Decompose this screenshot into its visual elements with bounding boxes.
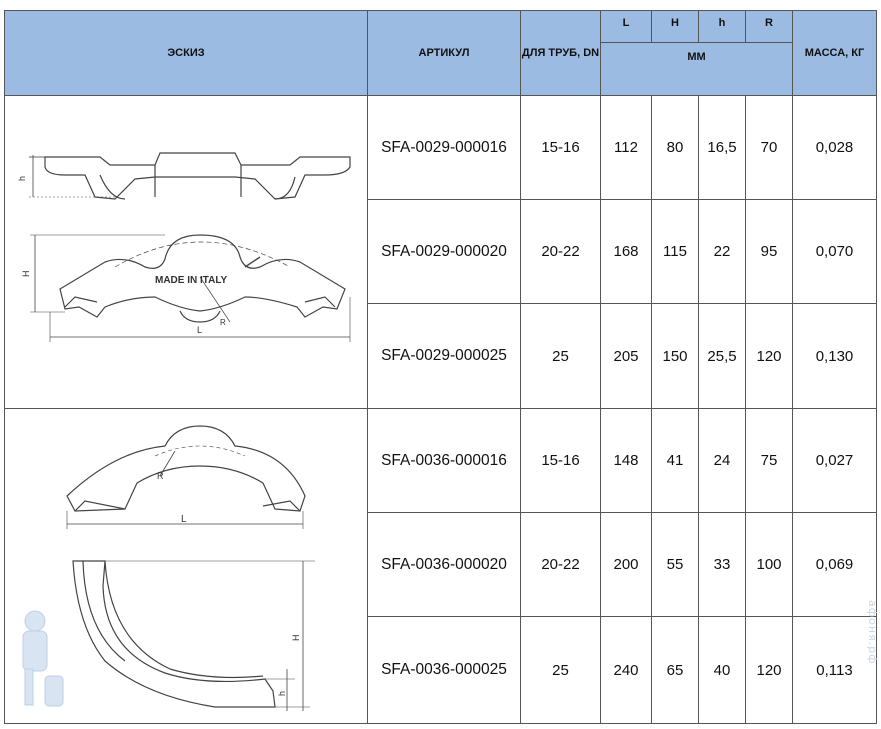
row6-L: 240 xyxy=(601,617,652,724)
row6-R: 120 xyxy=(746,617,793,724)
header-mass: МАССА, КГ xyxy=(793,11,877,96)
dim-L-label-2: L xyxy=(181,514,187,525)
row4-H: 41 xyxy=(652,409,699,513)
row4-mass: 0,027 xyxy=(793,409,877,513)
dim-H-label-2: H xyxy=(291,634,301,641)
clip-drawing-2 xyxy=(5,411,365,721)
row5-dn: 20-22 xyxy=(521,513,601,617)
row2-L: 168 xyxy=(601,200,652,304)
product-table xyxy=(4,10,877,724)
row5-mass: 0,069 xyxy=(793,513,877,617)
row2-dn: 20-22 xyxy=(521,200,601,304)
dim-L-label: L xyxy=(197,325,203,335)
row5-article: SFA-0036-000020 xyxy=(368,513,521,617)
row6-article: SFA-0036-000025 xyxy=(368,617,521,724)
plumber-mascot-icon xyxy=(23,611,63,706)
table-row xyxy=(5,96,877,200)
dim-R-label-2: R xyxy=(157,471,164,481)
clip-drawing-1 xyxy=(5,97,365,407)
sketch-group-1 xyxy=(5,96,368,409)
row3-mass: 0,130 xyxy=(793,304,877,409)
header-sketch: ЭСКИЗ xyxy=(5,11,368,96)
row3-h: 25,5 xyxy=(699,304,746,409)
made-in-italy-label: MADE IN ITALY xyxy=(155,275,228,286)
row1-dn: 15-16 xyxy=(521,96,601,200)
table-row xyxy=(5,409,877,513)
row3-dn: 25 xyxy=(521,304,601,409)
sketch-group-2 xyxy=(5,409,368,724)
dim-h-label: h xyxy=(17,175,27,181)
header-article: АРТИКУЛ xyxy=(368,11,521,96)
header-H: H xyxy=(652,11,699,43)
row2-R: 95 xyxy=(746,200,793,304)
row4-article: SFA-0036-000016 xyxy=(368,409,521,513)
header-for-pipes: ДЛЯ ТРУБ, DN xyxy=(521,11,601,96)
dim-R-label: R xyxy=(220,318,226,327)
row5-H: 55 xyxy=(652,513,699,617)
row3-R: 120 xyxy=(746,304,793,409)
row1-R: 70 xyxy=(746,96,793,200)
row1-mass: 0,028 xyxy=(793,96,877,200)
row4-L: 148 xyxy=(601,409,652,513)
row6-h: 40 xyxy=(699,617,746,724)
row3-article: SFA-0029-000025 xyxy=(368,304,521,409)
watermark: афоня.рф xyxy=(866,600,879,665)
header-L: L xyxy=(601,11,652,43)
row5-L: 200 xyxy=(601,513,652,617)
row1-h: 16,5 xyxy=(699,96,746,200)
row3-L: 205 xyxy=(601,304,652,409)
dim-h-label-2: h xyxy=(277,690,287,696)
row6-mass: 0,113 xyxy=(793,617,877,724)
row6-H: 65 xyxy=(652,617,699,724)
dim-H-label: H xyxy=(21,270,31,277)
row1-H: 80 xyxy=(652,96,699,200)
row2-H: 115 xyxy=(652,200,699,304)
row1-article: SFA-0029-000016 xyxy=(368,96,521,200)
row2-mass: 0,070 xyxy=(793,200,877,304)
header-R: R xyxy=(746,11,793,43)
row5-h: 33 xyxy=(699,513,746,617)
row5-R: 100 xyxy=(746,513,793,617)
header-h: h xyxy=(699,11,746,43)
row4-dn: 15-16 xyxy=(521,409,601,513)
row2-h: 22 xyxy=(699,200,746,304)
row3-H: 150 xyxy=(652,304,699,409)
row1-L: 112 xyxy=(601,96,652,200)
header-mm: ММ xyxy=(601,43,793,96)
row4-h: 24 xyxy=(699,409,746,513)
row4-R: 75 xyxy=(746,409,793,513)
row2-article: SFA-0029-000020 xyxy=(368,200,521,304)
row6-dn: 25 xyxy=(521,617,601,724)
